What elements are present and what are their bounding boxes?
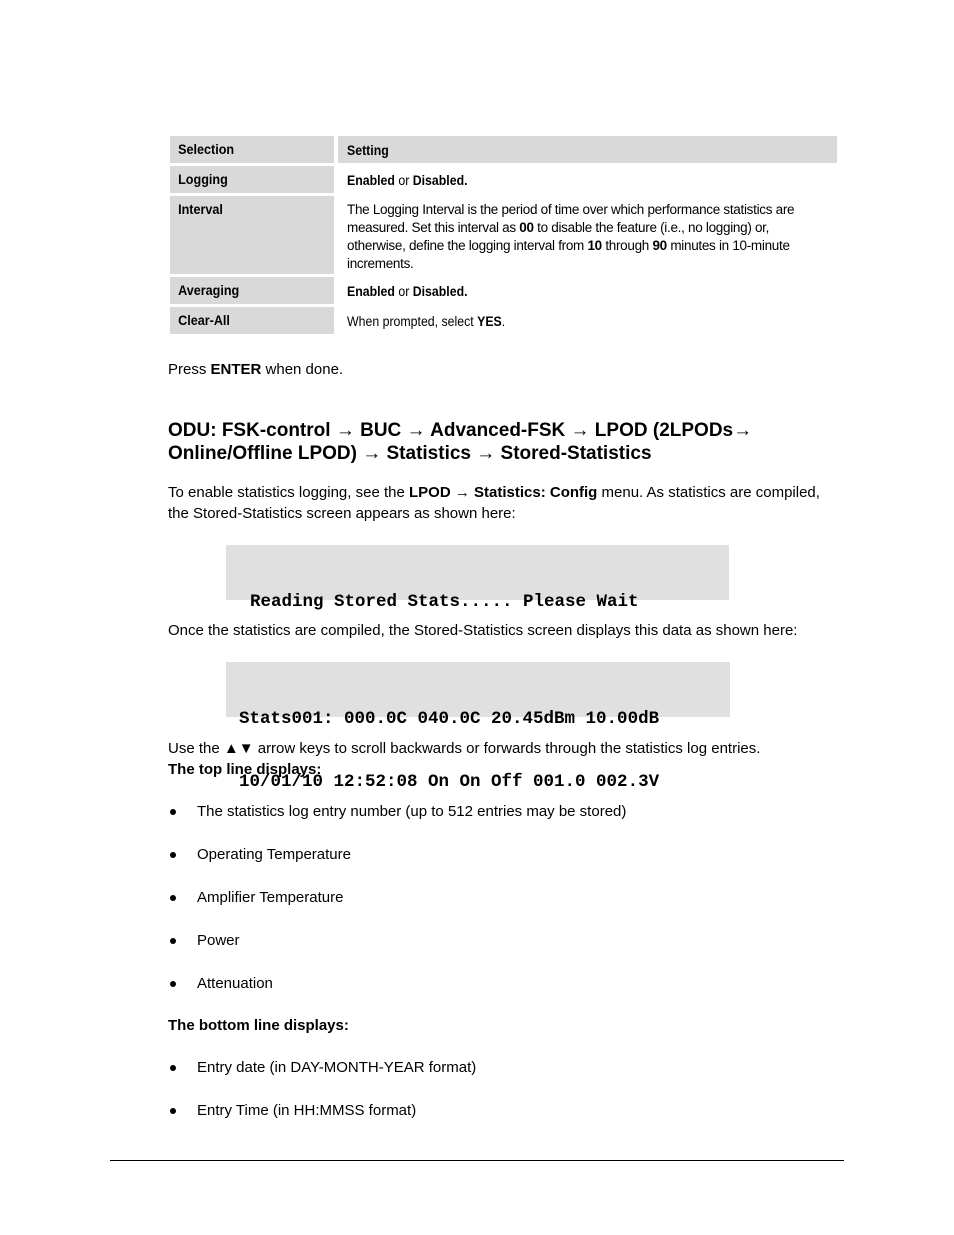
list-item: Entry Time (in HH:MMSS format)	[168, 1100, 416, 1121]
settings-table	[170, 136, 837, 337]
section-heading: ODU: FSK-control → BUC → Advanced-FSK → LPOD (2LPODs→ Online/Offline LPOD) → Statistics → Stored-Statistics	[168, 420, 753, 464]
bottom-line-label: The bottom line displays:	[168, 1017, 349, 1034]
lcd-display-reading	[226, 545, 729, 612]
table-row	[170, 166, 837, 193]
table-row	[170, 277, 837, 304]
list-item: Entry date (in DAY-MONTH-YEAR format)	[168, 1057, 476, 1078]
list-item: Amplifier Temperature	[168, 887, 343, 908]
intro-paragraph: To enable statistics logging, see the LPOD → Statistics: Config menu. As statistics are compiled, the Stored-Statistics screen appears as shown here:	[168, 484, 820, 522]
row-selection: Logging	[178, 171, 228, 187]
bullet-icon	[170, 1108, 176, 1114]
table-header-row	[170, 136, 837, 163]
lcd-line: 10/01/10 12:52:08 On On Off 001.0 002.3V	[239, 772, 660, 792]
row-setting: Enabled or Disabled.	[347, 283, 468, 299]
header-selection: Selection	[178, 141, 235, 157]
table-row	[170, 196, 837, 274]
footer-divider	[110, 1160, 844, 1161]
row-selection: Interval	[178, 201, 223, 217]
bullet-icon	[170, 852, 176, 858]
list-item: Operating Temperature	[168, 844, 351, 865]
list-item: Attenuation	[168, 973, 273, 994]
bullet-icon	[170, 895, 176, 901]
bullet-icon	[170, 981, 176, 987]
lcd-line: Reading Stored Stats..... Please Wait	[250, 592, 639, 612]
bullet-icon	[170, 938, 176, 944]
row-selection: Clear-All	[178, 312, 230, 328]
arrow-keys-text: Use the ▲▼ arrow keys to scroll backwards or forwards through the statistics log entries.	[168, 740, 761, 757]
row-setting: Enabled or Disabled.	[347, 172, 468, 188]
row-setting: The Logging Interval is the period of time over which performance statistics are measured. Set this interval as 00 to disable the feature (i.e., no logging) or, otherwise, define the logging interval from 10 through 90 minutes in 10-minute increments.	[347, 202, 795, 271]
row-setting: When prompted, select YES.	[347, 313, 506, 329]
header-setting: Setting	[347, 142, 389, 158]
press-enter-text: Press ENTER when done.	[168, 361, 344, 378]
lcd-line: Stats001: 000.0C 040.0C 20.45dBm 10.00dB	[239, 709, 660, 729]
row-selection: Averaging	[178, 282, 240, 298]
list-item: Power	[168, 930, 240, 951]
table-row	[170, 307, 837, 334]
top-line-label: The top line displays:	[168, 761, 322, 778]
list-item: The statistics log entry number (up to 512 entries may be stored)	[168, 801, 626, 822]
once-compiled-text: Once the statistics are compiled, the Stored-Statistics screen displays this data as shown here:	[168, 622, 798, 639]
bullet-icon	[170, 1065, 176, 1071]
bullet-icon	[170, 809, 176, 815]
